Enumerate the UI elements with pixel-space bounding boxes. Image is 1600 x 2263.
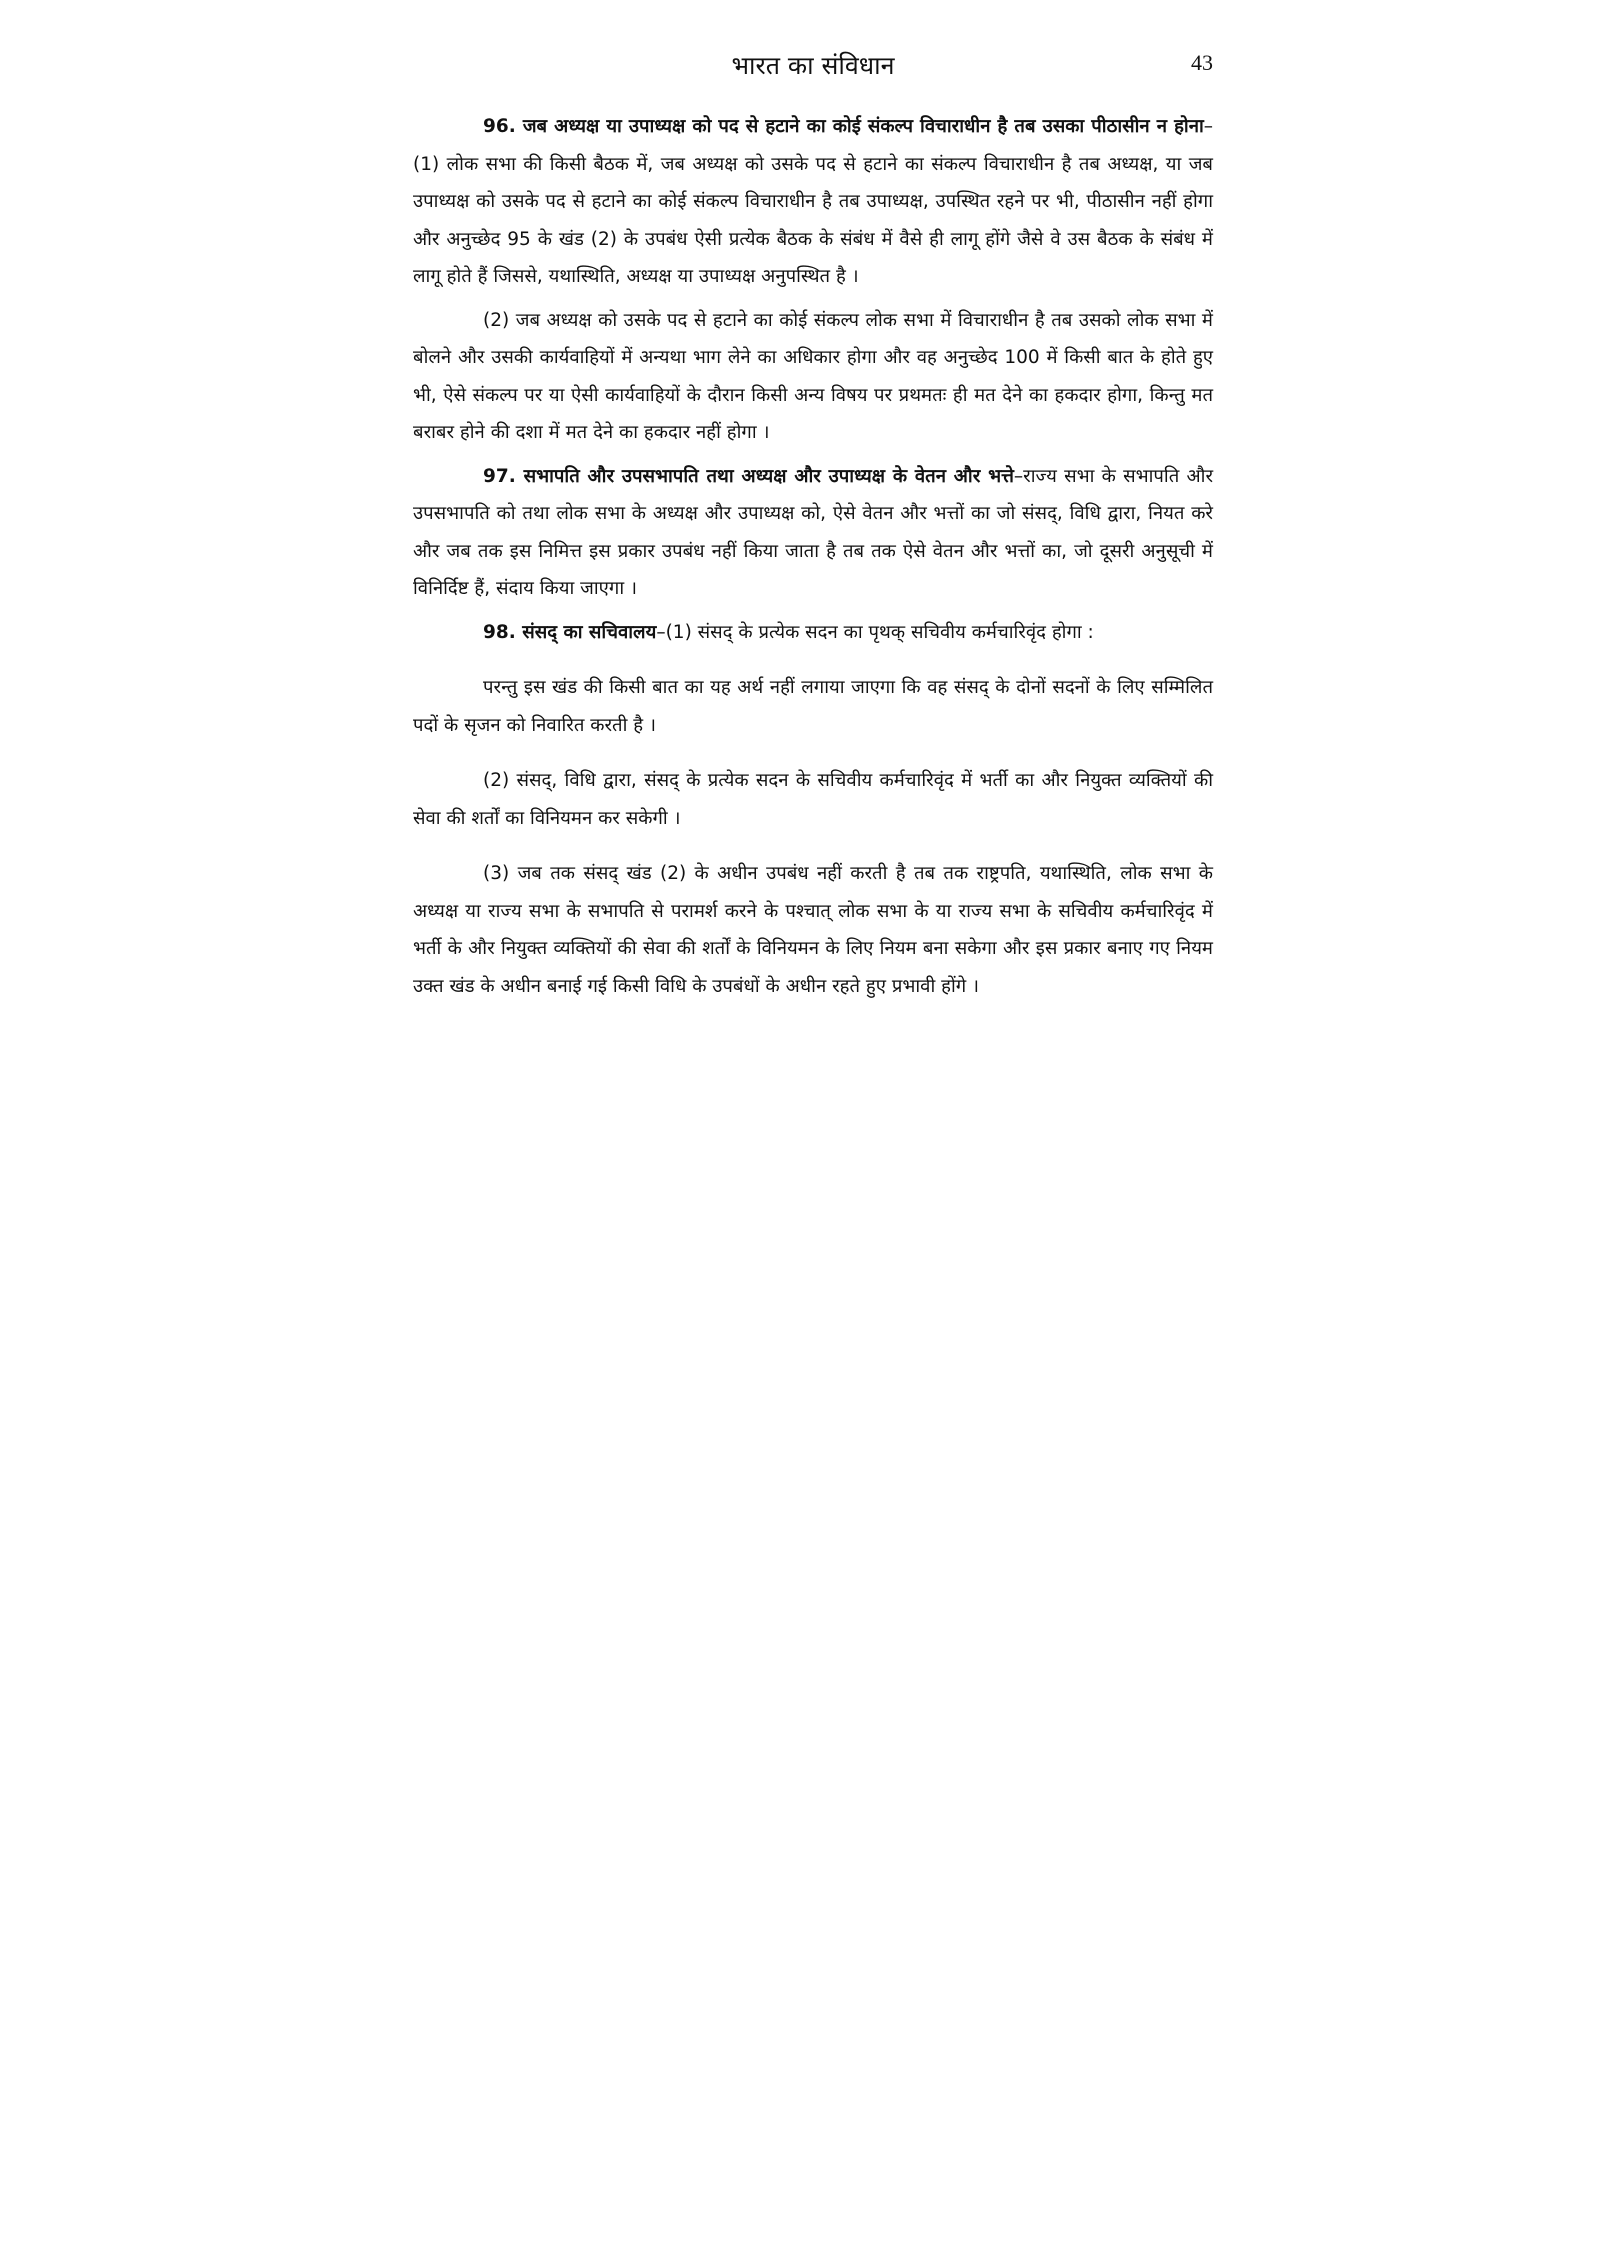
article-96-clause-1 [413, 108, 1213, 296]
article-98-clause-2 [413, 762, 1213, 837]
header-title: भारत का संविधान [731, 51, 895, 80]
article-98-clause-1 [413, 614, 1213, 652]
article-98-heading: 98. संसद् का सचिवालय [483, 621, 657, 643]
document-body [413, 108, 1213, 1023]
article-98-proviso-text: परन्तु इस खंड की किसी बात का यह अर्थ नहीं लगाया जाएगा कि वह संसद् के दोनों सदनों के लिए सम्मिलित पदों के सृजन को निवारित करती है । [413, 677, 1213, 736]
article-98-proviso [413, 669, 1213, 744]
page-header [413, 48, 1213, 88]
article-96-clause-1-text: –(1) लोक सभा की किसी बैठक में, जब अध्यक्ष को उसके पद से हटाने का संकल्प विचाराधीन है तब अध्यक्ष, या जब उपाध्यक्ष को उसके पद से हटाने का कोई संकल्प विचाराधीन है तब उपाध्यक्ष, उपस्थित रहने पर भी, पीठासीन नहीं होगा और अनुच्छेद 95 के खंड (2) के उपबंध ऐसी प्रत्येक बैठक के संबंध में वैसे ही लागू होंगे जैसे वे उस बैठक के संबंध में लागू होते हैं जिससे, यथास्थिति, अध्यक्ष या उपाध्यक्ष अनुपस्थित है । [413, 116, 1213, 287]
article-96-heading: 96. जब अध्यक्ष या उपाध्यक्ष को पद से हटाने का कोई संकल्प विचाराधीन है तब उसका पीठासीन न होना [483, 116, 1204, 137]
article-96-clause-2-text: (2) जब अध्यक्ष को उसके पद से हटाने का कोई संकल्प लोक सभा में विचाराधीन है तब उसको लोक सभा में बोलने और उसकी कार्यवाहियों में अन्यथा भाग लेने का अधिकार होगा और वह अनुच्छेद 100 में किसी बात के होते हुए भी, ऐसे संकल्प पर या ऐसी कार्यवाहियों के दौरान किसी अन्य विषय पर प्रथमतः ही मत देने का हकदार होगा, किन्तु मत बराबर होने की दशा में मत देने का हकदार नहीं होगा । [413, 309, 1213, 443]
article-98-clause-2-text: (2) संसद्, विधि द्वारा, संसद् के प्रत्येक सदन के सचिवीय कर्मचारिवृंद में भर्ती का और नियुक्त व्यक्तियों की सेवा की शर्तों का विनियमन कर सकेगी । [413, 770, 1214, 829]
page-number: 43 [1191, 50, 1213, 75]
article-97 [413, 458, 1213, 608]
article-98-clause-3-text: (3) जब तक संसद् खंड (2) के अधीन उपबंध नहीं करती है तब तक राष्ट्रपति, यथास्थिति, लोक सभा के अध्यक्ष या राज्य सभा के सभापति से परामर्श करने के पश्चात् लोक सभा के या राज्य सभा के सचिवीय कर्मचारिवृंद में भर्ती के और नियुक्त व्यक्तियों की सेवा की शर्तों के विनियमन के लिए नियम बना सकेगा और इस प्रकार बनाए गए नियम उक्त खंड के अधीन बनाई गई किसी विधि के उपबंधों के अधीन रहते हुए प्रभावी होंगे । [413, 863, 1213, 997]
article-97-heading: 97. सभापति और उपसभापति तथा अध्यक्ष और उपाध्यक्ष के वेतन और भत्ते [483, 465, 1014, 487]
article-98-clause-1-text: –(1) संसद् के प्रत्येक सदन का पृथक् सचिवीय कर्मचारिवृंद होगा : [656, 621, 1094, 643]
article-98-clause-3 [413, 855, 1213, 1005]
article-97-text: –राज्य सभा के सभापति और उपसभापति को तथा लोक सभा के अध्यक्ष और उपाध्यक्ष को, ऐसे वेतन और भत्तों का जो संसद्, विधि द्वारा, नियत करे और जब तक इस निमित्त इस प्रकार उपबंध नहीं किया जाता है तब तक ऐसे वेतन और भत्तों का, जो दूसरी अनुसूची में विनिर्दिष्ट हैं, संदाय किया जाएगा । [413, 465, 1214, 599]
article-96-clause-2 [413, 302, 1213, 452]
